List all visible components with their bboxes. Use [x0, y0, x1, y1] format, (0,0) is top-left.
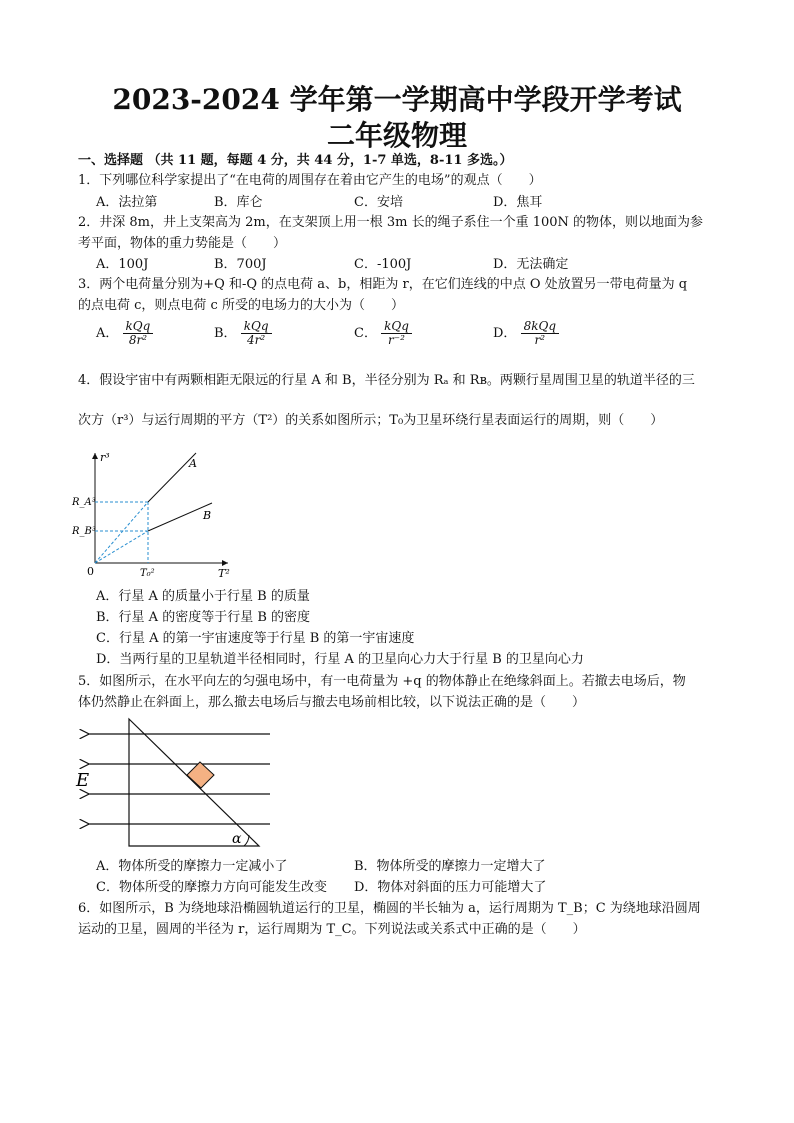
question-2-line-1: 2．井深 8m，井上支架高为 2m，在支架顶上用一根 3m 长的绳子系住一个重 100N 的物体，则以地面为参: [78, 215, 704, 230]
question-6-line-2: 运动的卫星，圆周的半径为 r，运行周期为 T_C。下列说法或关系式中正确的是（ ）: [78, 922, 586, 937]
q1-option-a: A．法拉第: [96, 195, 158, 210]
q3-option-a: [96, 320, 153, 347]
q3-option-c-fraction: [381, 320, 412, 347]
rb-label: R_B³: [72, 526, 96, 537]
fraction-denominator: r⁻²: [388, 333, 405, 347]
line-b-label: B: [203, 509, 212, 522]
origin-to-b-dashed: [95, 531, 148, 563]
q3-option-d-fraction: [521, 320, 559, 347]
q3-option-b-label: B．: [214, 326, 237, 341]
ra-label: R_A³: [72, 497, 96, 508]
q3-option-d: [493, 320, 559, 347]
q5-option-b: B．物体所受的摩擦力一定增大了: [354, 859, 546, 874]
question-3-line-1: 3．两个电荷量分别为+Q 和-Q 的点电荷 a、b，相距为 r，在它们连线的中点 O 处放置另一带电荷量为 q: [78, 277, 688, 292]
q4-option-b: B．行星 A 的密度等于行星 B 的密度: [96, 610, 311, 625]
q3-option-a-label: A．: [96, 326, 119, 341]
line-a-label: A: [189, 457, 197, 470]
fraction-denominator: 8r²: [128, 333, 148, 347]
t0-label: T₀²: [140, 568, 155, 579]
q4-option-a: A．行星 A 的质量小于行星 B 的质量: [96, 589, 310, 604]
question-4-line-1: 4．假设宇宙中有两颗相距无限远的行星 A 和 B，半径分别为 Rₐ 和 Rʙ。两颗行星周围卫星的轨道半径的三: [78, 373, 695, 388]
angle-label: α: [232, 831, 242, 847]
section-header: 一、选择题 （共 11 题，每题 4 分，共 44 分，1-7 单选，8-11 多选。）: [78, 153, 513, 168]
question-2-line-2: 考平面，物体的重力势能是（ ）: [78, 236, 287, 251]
question-5-line-1: 5．如图所示，在水平向左的匀强电场中，有一电荷量为 +q 的物体静止在绝缘斜面上。若撤去电场后，物: [78, 674, 686, 689]
fraction-numerator: kQq: [123, 320, 154, 334]
question-4-line-2: 次方（r³）与运行周期的平方（T²）的关系如图所示；T₀为卫星环绕行星表面运行的周期，则（ ）: [78, 413, 664, 428]
question-1-text: 1．下列哪位科学家提出了“在电荷的周围存在着由它产生的电场”的观点（ ）: [78, 173, 542, 188]
q4-option-c: C．行星 A 的第一宇宙速度等于行星 B 的第一宇宙速度: [96, 631, 415, 646]
y-axis-label: r³: [100, 451, 110, 464]
q5-incline-figure: [74, 716, 274, 851]
fraction-denominator: 4r²: [247, 333, 266, 347]
q1-option-d: D．焦耳: [493, 195, 543, 210]
page-subtitle: 二年级物理: [326, 119, 467, 152]
q3-option-c: [354, 320, 412, 347]
x-axis-label: T²: [218, 567, 230, 580]
q3-option-d-label: D．: [493, 326, 517, 341]
origin-label: 0: [87, 565, 94, 578]
q4-option-d: D．当两行星的卫星轨道半径相同时，行星 A 的卫星向心力大于行星 B 的卫星向心力: [96, 652, 584, 667]
q2-option-b: B．700J: [214, 257, 267, 272]
fraction-numerator: 8kQq: [521, 320, 559, 334]
question-6-line-1: 6．如图所示，B 为绕地球沿椭圆轨道运行的卫星，椭圆的半长轴为 a，运行周期为 T_B；C 为绕地球沿圆周: [78, 901, 701, 916]
origin-to-a-dashed: [95, 502, 148, 563]
charged-block: [187, 762, 214, 788]
q3-option-a-fraction: [123, 320, 154, 347]
fraction-numerator: kQq: [241, 320, 272, 334]
q1-option-c: C．安培: [354, 195, 403, 210]
page-title: 2023-2024 学年第一学期高中学段开学考试: [112, 83, 682, 116]
q2-option-c: C．-100J: [354, 257, 412, 272]
question-5-line-2: 体仍然静止在斜面上，那么撤去电场后与撤去电场前相比较，以下说法正确的是（ ）: [78, 695, 586, 710]
q3-option-b-fraction: [241, 320, 272, 347]
incline: [129, 719, 259, 846]
angle-arc: [244, 835, 249, 846]
q4-r3-t2-graph: [70, 445, 240, 580]
q2-option-a: A．100J: [96, 257, 149, 272]
q2-option-d: D．无法确定: [493, 257, 569, 272]
fraction-numerator: kQq: [381, 320, 412, 334]
q5-option-d: D．物体对斜面的压力可能增大了: [354, 880, 547, 895]
q5-option-c: C．物体所受的摩擦力方向可能发生改变: [96, 880, 327, 895]
question-3-line-2: 的点电荷 c，则点电荷 c 所受的电场力的大小为（ ）: [78, 298, 404, 313]
field-label: E: [76, 770, 90, 791]
q1-option-b: B．库仑: [214, 195, 263, 210]
q3-option-c-label: C．: [354, 326, 377, 341]
fraction-denominator: r²: [534, 333, 546, 347]
q3-option-b: [214, 320, 272, 347]
q5-option-a: A．物体所受的摩擦力一定减小了: [96, 859, 288, 874]
